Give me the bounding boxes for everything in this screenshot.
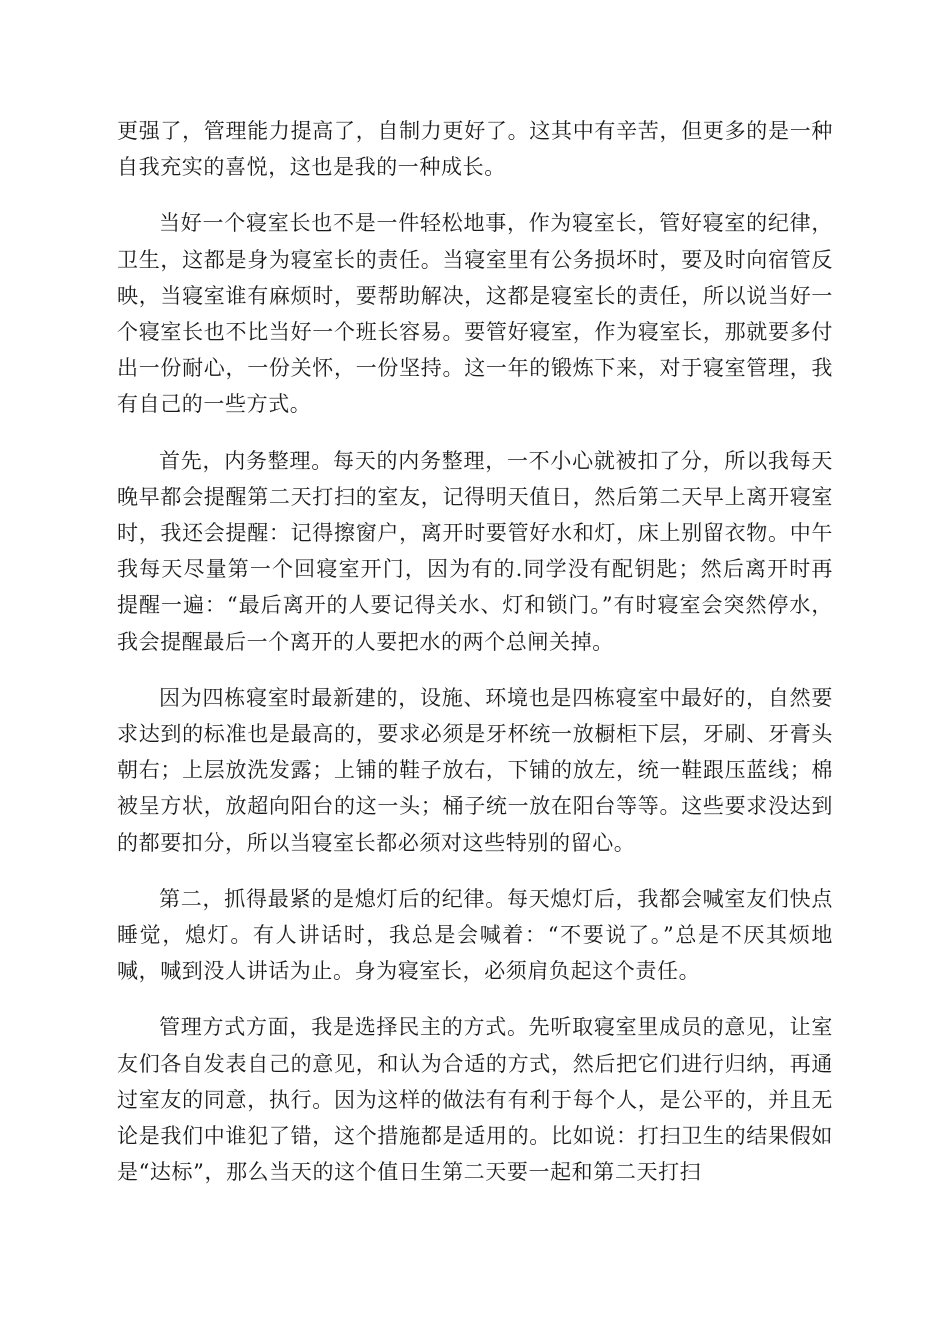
paragraph-1: 更强了，管理能力提高了，自制力更好了。这其中有辛苦，但更多的是一种自我充实的喜悦，这也是我的一种成长。 bbox=[117, 119, 833, 180]
paragraph-gap bbox=[117, 861, 833, 881]
paragraph-gap bbox=[117, 660, 833, 680]
paragraph-2: 当好一个寝室长也不是一件轻松地事，作为寝室长，管好寝室的纪律，卫生，这都是身为寝室长的责任。当寝室里有公务损坏时，要及时向宿管反映，当寝室谁有麻烦时，要帮助解决，这都是寝室长的责任，所以说当好一个寝室长也不比当好一个班长容易。要管好寝室，作为寝室长，那就要多付出一份耐心，一份关怀，一份坚持。这一年的锻炼下来，对于寝室管理，我有自己的一些方式。 bbox=[117, 211, 833, 417]
paragraph-gap bbox=[117, 989, 833, 1009]
document-page bbox=[117, 113, 833, 1190]
paragraph-4: 因为四栋寝室时最新建的，设施、环境也是四栋寝室中最好的，自然要求达到的标准也是最高的，要求必须是牙杯统一放橱柜下层，牙刷、牙膏头朝右；上层放洗发露；上铺的鞋子放右，下铺的放左，统一鞋跟压蓝线；棉被呈方状，放超向阳台的这一头；桶子统一放在阳台等等。这些要求没达到的都要扣分，所以当寝室长都必须对这些特别的留心。 bbox=[117, 685, 833, 855]
paragraph-gap bbox=[117, 423, 833, 443]
paragraph-gap bbox=[117, 185, 833, 205]
paragraph-6: 管理方式方面，我是选择民主的方式。先听取寝室里成员的意见，让室友们各自发表自己的意见，和认为合适的方式，然后把它们进行归纳，再通过室友的同意，执行。因为这样的做法有有利于每个人，是公平的，并且无论是我们中谁犯了错，这个措施都是适用的。比如说：打扫卫生的结果假如是“达标”，那么当天的这个值日生第二天要一起和第二天打扫 bbox=[117, 1015, 833, 1185]
paragraph-5: 第二，抓得最紧的是熄灯后的纪律。每天熄灯后，我都会喊室友们快点睡觉，熄灯。有人讲话时，我总是会喊着：“不要说了。”总是不厌其烦地喊，喊到没人讲话为止。身为寝室长，必须肩负起这个责任。 bbox=[117, 886, 833, 984]
paragraph-3: 首先，内务整理。每天的内务整理，一不小心就被扣了分，所以我每天晚早都会提醒第二天打扫的室友，记得明天值日，然后第二天早上离开寝室时，我还会提醒：记得擦窗户，离开时要管好水和灯，床上别留衣物。中午我每天尽量第一个回寝室开门，因为有的.同学没有配钥匙；然后离开时再提醒一遍：“最后离开的人要记得关水、灯和锁门。”有时寝室会突然停水，我会提醒最后一个离开的人要把水的两个总闸关掉。 bbox=[117, 448, 833, 654]
